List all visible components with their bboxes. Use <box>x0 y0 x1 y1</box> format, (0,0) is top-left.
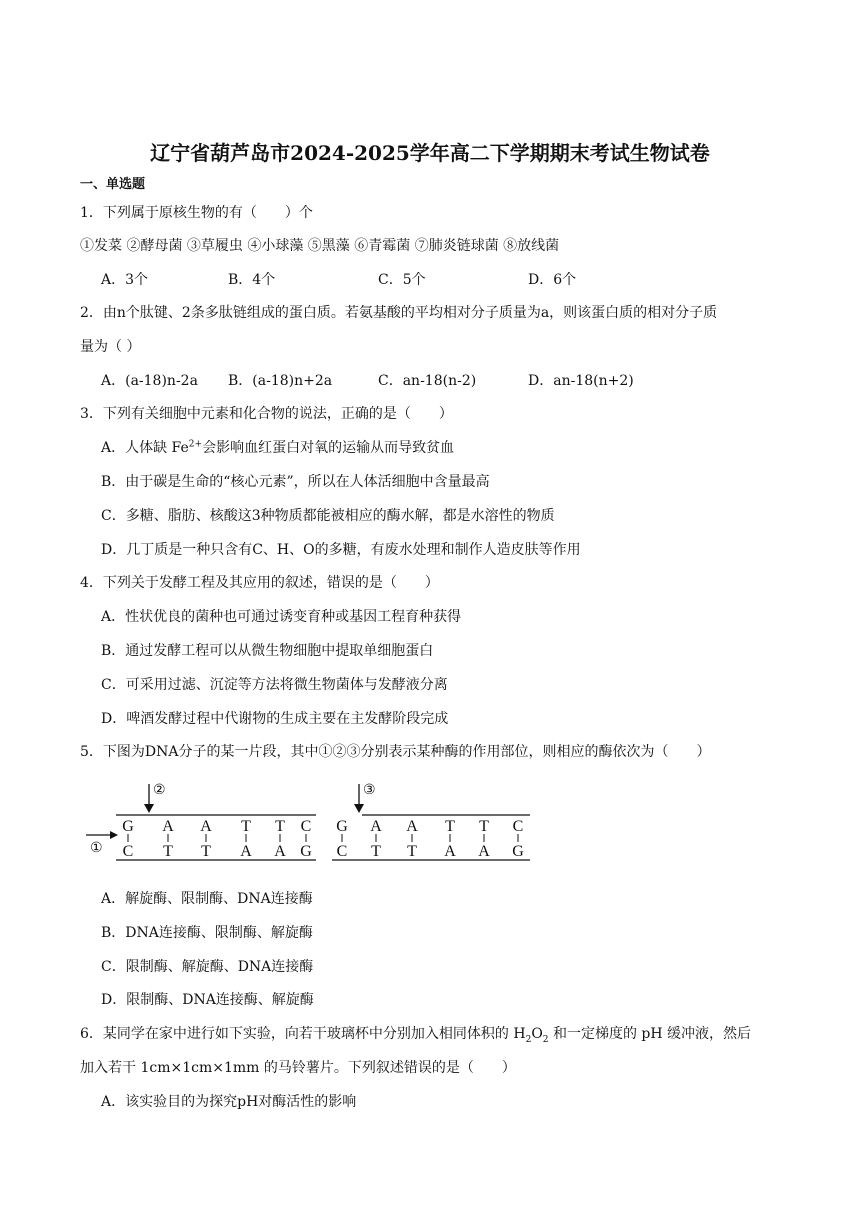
top-base-3: A <box>200 818 212 835</box>
question-6-option-a: A．该实验目的为探究pH对酶活性的影响 <box>101 1094 357 1110</box>
bottom-base-6: G <box>300 843 312 860</box>
base-pairs <box>122 818 524 860</box>
top-base-7: G <box>336 818 348 835</box>
question-1-option-b: B．4个 <box>228 272 276 288</box>
top-base-11: T <box>479 818 489 835</box>
question-3-option-b: B．由于碳是生命的“核心元素”，所以在人体活细胞中含量最高 <box>101 474 490 490</box>
question-3-option-d: D．几丁质是一种只含有C、H、O的多糖，有废水处理和制作人造皮肤等作用 <box>101 542 581 558</box>
marker-1-label: ① <box>90 841 103 856</box>
question-1-option-c: C．5个 <box>378 272 426 288</box>
h2o2-o: O <box>531 1026 543 1042</box>
question-2-option-a: A．(a-18)n-2a <box>101 373 198 389</box>
bottom-base-5: A <box>274 843 286 860</box>
question-5-option-a: A．解旋酶、限制酶、DNA连接酶 <box>101 891 313 907</box>
bottom-base-1: C <box>122 843 134 860</box>
question-3-stem: 3．下列有关细胞中元素和化合物的说法，正确的是（ ） <box>80 406 453 422</box>
question-4-option-c: C．可采用过滤、沉淀等方法将微生物菌体与发酵液分离 <box>101 677 448 693</box>
marker-2-label: ② <box>153 783 166 798</box>
question-5-stem: 5．下图为DNA分子的某一片段，其中①②③分别表示某种酶的作用部位，则相应的酶依次为（ ） <box>80 744 711 760</box>
question-6-stem-text: 6．某同学在家中进行如下实验，向若干玻璃杯中分别加入相同体积的 H <box>80 1026 526 1042</box>
question-4-option-b: B．通过发酵工程可以从微生物细胞中提取单细胞蛋白 <box>101 643 434 659</box>
question-3-option-a <box>101 439 454 457</box>
marker-1-arrowhead <box>110 831 118 839</box>
question-1-list: ①发菜 ②酵母菌 ③草履虫 ④小球藻 ⑤黑藻 ⑥青霉菌 ⑦肺炎链球菌 ⑧放线菌 <box>80 238 560 254</box>
top-base-12: C <box>512 818 524 835</box>
top-base-6: C <box>300 818 312 835</box>
h2o2-sub-1: 2 <box>525 1034 532 1045</box>
question-6-stem-line2: 加入若干 1cm×1cm×1mm 的马铃薯片。下列叙述错误的是（ ） <box>80 1060 516 1076</box>
question-1-stem: 1．下列属于原核生物的有（ ）个 <box>80 205 313 221</box>
question-5-option-c: C．限制酶、解旋酶、DNA连接酶 <box>101 959 314 975</box>
bottom-base-10: A <box>444 843 456 860</box>
question-2-option-c: C．an-18(n-2) <box>378 373 477 389</box>
section-heading: 一、单选题 <box>80 177 146 192</box>
question-2-option-d: D．an-18(n+2) <box>528 373 634 389</box>
question-3-option-c: C．多糖、脂肪、核酸这3种物质都能被相应的酶水解，都是水溶性的物质 <box>101 508 555 524</box>
question-1-option-d: D．6个 <box>528 272 577 288</box>
top-base-10: T <box>445 818 455 835</box>
bottom-base-11: A <box>478 843 490 860</box>
question-4-option-a: A．性状优良的菌种也可通过诱变育种或基因工程育种获得 <box>101 609 462 625</box>
iron-charge: 2+ <box>188 439 203 450</box>
bottom-base-7: C <box>336 843 348 860</box>
question-1-option-a: A．3个 <box>101 272 149 288</box>
bottom-base-2: T <box>163 843 173 860</box>
bottom-base-9: T <box>407 843 417 860</box>
question-6-stem-line1 <box>80 1025 751 1043</box>
bottom-base-4: A <box>240 843 252 860</box>
question-5-option-b: B．DNA连接酶、限制酶、解旋酶 <box>101 925 313 941</box>
marker-3-arrowhead <box>354 804 364 813</box>
bottom-base-12: G <box>512 843 524 860</box>
question-4-stem: 4．下列关于发酵工程及其应用的叙述，错误的是（ ） <box>80 575 439 591</box>
question-5-option-d: D．限制酶、DNA连接酶、解旋酶 <box>101 992 314 1008</box>
marker-3-label: ③ <box>363 783 376 798</box>
top-base-1: G <box>122 818 134 835</box>
marker-2-arrowhead <box>144 804 154 813</box>
question-2-stem-line2: 量为（ ） <box>80 339 141 355</box>
question-3-option-a-text: A．人体缺 Fe <box>101 440 189 456</box>
bottom-base-3: T <box>201 843 211 860</box>
question-2-option-b: B．(a-18)n+2a <box>228 373 333 389</box>
top-base-8: A <box>370 818 382 835</box>
top-base-4: T <box>241 818 251 835</box>
top-base-2: A <box>162 818 174 835</box>
question-4-option-d: D．啤酒发酵过程中代谢物的生成主要在主发酵阶段完成 <box>101 711 449 727</box>
question-2-stem-line1: 2．由n个肽键、2条多肽链组成的蛋白质。若氨基酸的平均相对分子质量为a，则该蛋白质的相对分子质 <box>80 305 718 321</box>
dna-fragment-figure <box>80 778 540 868</box>
page-title: 辽宁省葫芦岛市2024-2025学年高二下学期期末考试生物试卷 <box>150 141 710 165</box>
h2o2-sub-2: 2 <box>542 1034 549 1045</box>
top-base-5: T <box>275 818 285 835</box>
question-6-stem-rest: 和一定梯度的 pH 缓冲液，然后 <box>548 1026 752 1042</box>
top-base-9: A <box>406 818 418 835</box>
question-3-option-a-rest: 会影响血红蛋白对氧的运输从而导致贫血 <box>202 440 455 456</box>
bottom-base-8: T <box>371 843 381 860</box>
